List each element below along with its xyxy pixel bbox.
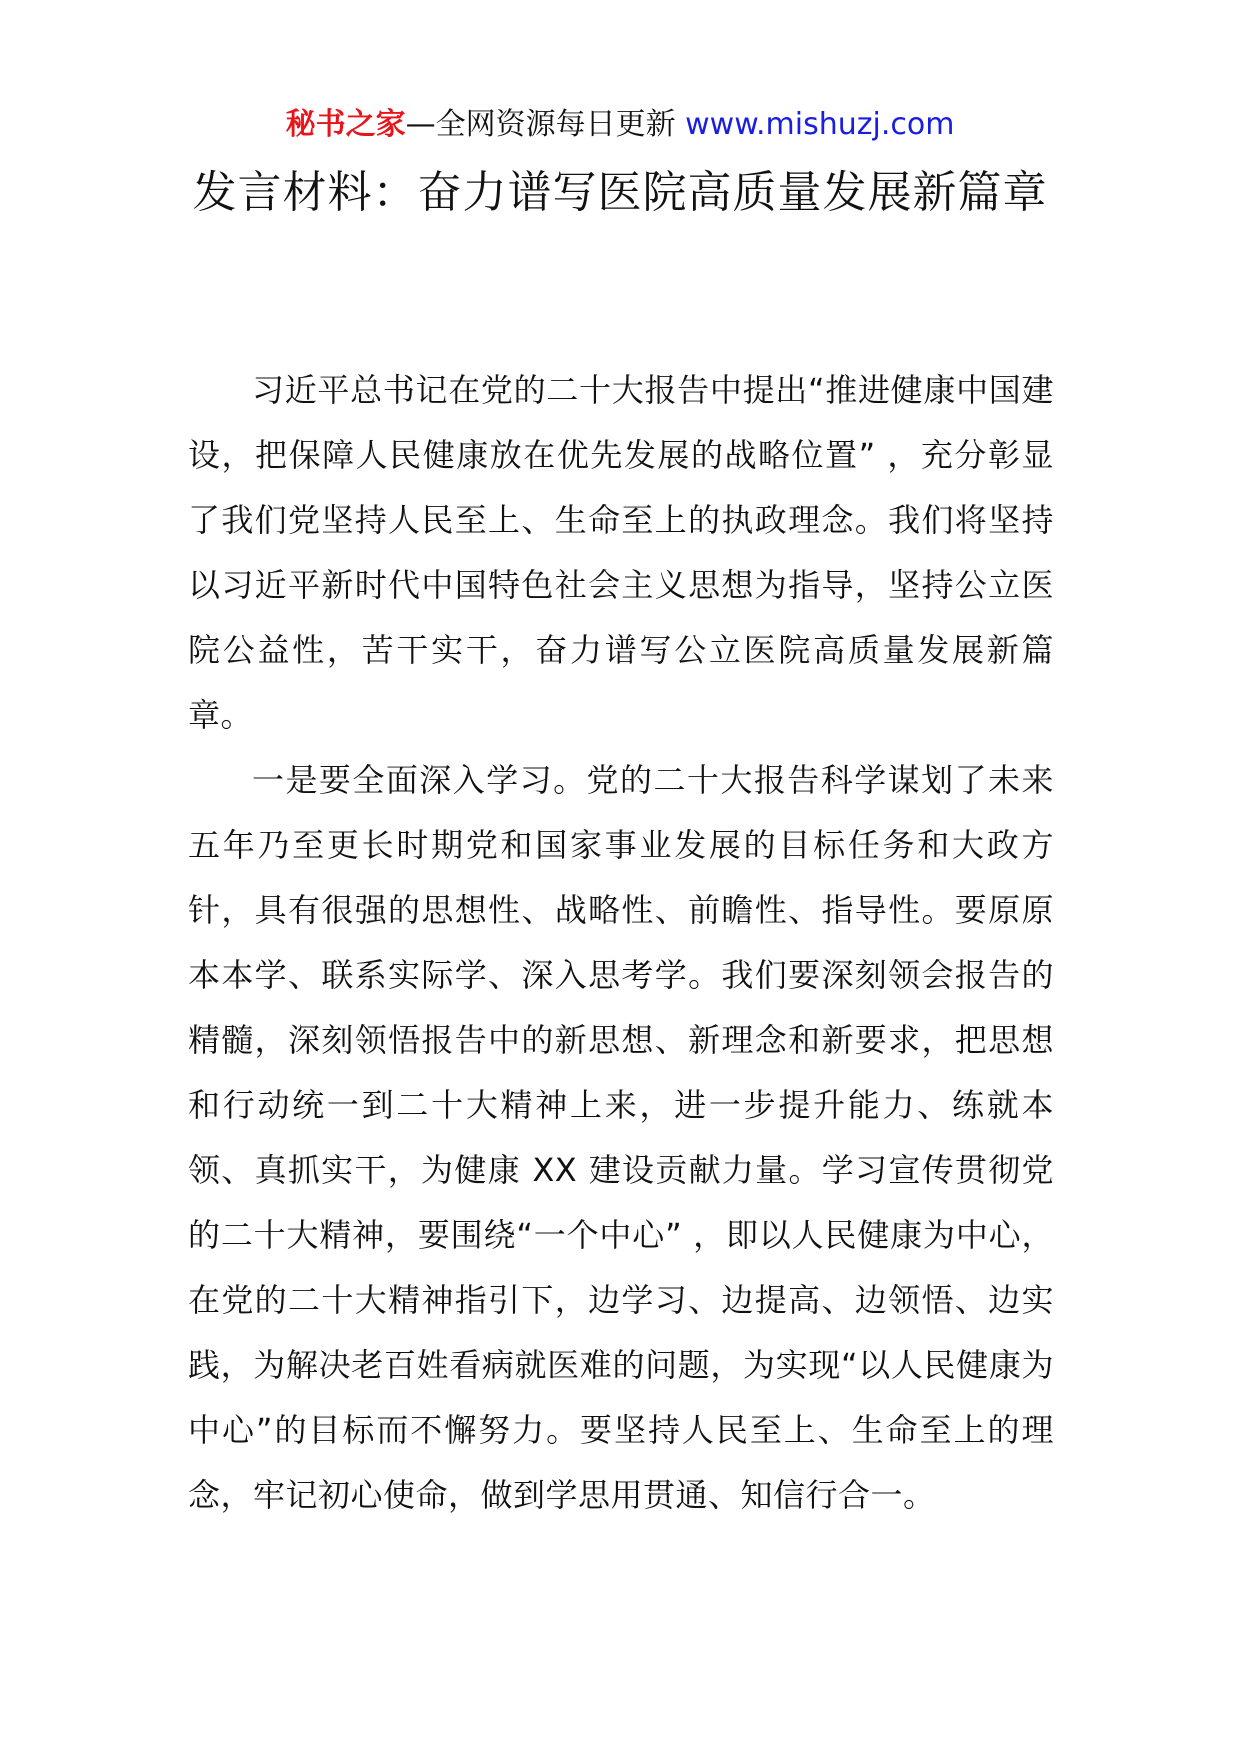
banner-slogan: —全网资源每日更新 — [405, 107, 686, 142]
site-banner — [0, 104, 1240, 146]
banner-url: www.mishuzj.com — [685, 107, 955, 142]
document-body — [188, 358, 1054, 1528]
paragraph-intro: 习近平总书记在党的二十大报告中提出“推进健康中国建设，把保障人民健康放在优先发展的战略位置” ，充分彰显了我们党坚持人民至上、生命至上的执政理念。我们将坚持以习近平新时代中国特色社会主义思想为指导，坚持公立医院公益性，苦干实干，奋力谱写公立医院高质量发展新篇章。 — [188, 371, 1054, 734]
paragraph-study: 一是要全面深入学习。党的二十大报告科学谋划了未来五年乃至更长时期党和国家事业发展的目标任务和大政方针，具有很强的思想性、战略性、前瞻性、指导性。要原原本本学、联系实际学、深入思考学。我们要深刻领会报告的精髓，深刻领悟报告中的新思想、新理念和新要求，把思想和行动统一到二十大精神上来，进一步提升能力、练就本领、真抓实干，为健康 XX 建设贡献力量。学习宣传贯彻党的二十大精神，要围绕“一个中心” ，即以人民健康为中心，在党的二十大精神指引下，边学习、边提高、边领悟、边实践，为解决老百姓看病就医难的问题，为实现“以人民健康为中心”的目标而不懈努力。要坚持人民至上、生命至上的理念，牢记初心使命，做到学思用贯通、知信行合一。 — [188, 761, 1054, 1514]
document-title: 发言材料：奋力谱写医院高质量发展新篇章 — [192, 167, 1048, 218]
banner-brand: 秘书之家 — [285, 107, 406, 142]
